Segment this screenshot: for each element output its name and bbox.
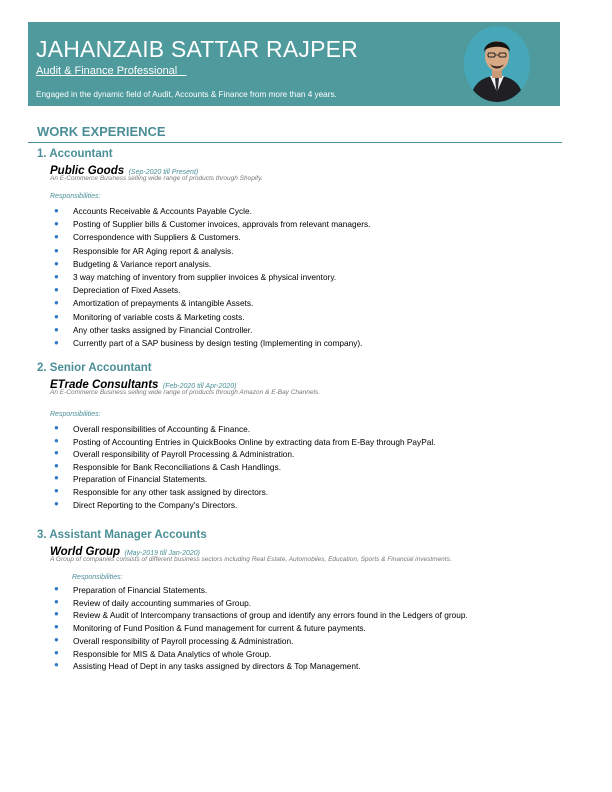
bullet-icon: ● [54, 647, 59, 657]
list-item: ● Any other tasks assigned by Financial Controller. [54, 324, 253, 335]
list-item: ● Overall responsibilities of Accounting & Finance. [54, 423, 251, 434]
bullet-icon: ● [54, 338, 59, 348]
list-item: ● Currently part of a SAP business by design testing (Implementing in company). [54, 338, 363, 349]
bullet-icon: ● [54, 272, 59, 282]
company-description: An E-Commerce Business selling wide range of products through Amazon & E-Bay Channels. [50, 389, 321, 396]
bullet-icon: ● [54, 285, 59, 295]
list-item: ● 3 way matching of inventory from supplier invoices & physical inventory. [54, 272, 337, 283]
list-item: ● Overall responsibility of Payroll Processing & Administration. [54, 448, 295, 460]
bullet-icon: ● [54, 448, 59, 458]
list-item: ● Responsible for Bank Reconciliations & Cash Handlings. [54, 460, 281, 472]
section-heading-work-experience: WORK EXPERIENCE [37, 124, 166, 139]
bullet-icon: ● [54, 634, 59, 644]
responsibilities-list [50, 584, 468, 673]
list-item: ● Monitoring of Fund Position & Fund management for current & future payments. [54, 622, 366, 634]
list-item: ● Preparation of Financial Statements. [54, 584, 208, 595]
bullet-icon: ● [54, 609, 59, 619]
bullet-icon: ● [54, 485, 59, 495]
bullet-icon: ● [54, 584, 59, 593]
employment-dates: (Feb-2020 till Apr-2020) [162, 383, 237, 390]
bullet-icon: ● [54, 245, 59, 255]
resume-header [28, 22, 560, 106]
bullet-icon: ● [54, 498, 59, 508]
job-title: 2. Senior Accountant [37, 362, 152, 374]
list-item: ● Responsible for any other task assigned by directors. [54, 485, 269, 497]
candidate-name: JAHANZAIB SATTAR RAJPER [36, 36, 358, 62]
list-item: ● Review & Audit of Intercompany transactions of group and identify any errors found in the Ledgers of group. [54, 609, 468, 621]
employment-dates: (Sep-2020 till Present) [128, 169, 199, 176]
company-name: World Group [50, 546, 121, 558]
bullet-icon: ● [54, 298, 59, 308]
responsibilities-list [50, 205, 370, 350]
bullet-icon: ● [54, 622, 59, 632]
responsibilities-label: Responsibilities: [50, 193, 101, 200]
list-item: ● Assisting Head of Dept in any tasks assigned by directors & Top Management. [54, 660, 361, 672]
responsibilities-label: Responsibilities: [72, 574, 123, 581]
employment-dates: (May-2019 till Jan-2020) [124, 550, 200, 557]
list-item: ● Preparation of Financial Statements. [54, 473, 208, 485]
bullet-icon: ● [54, 435, 59, 445]
job-title: 1. Accountant [37, 148, 113, 160]
bullet-icon: ● [54, 311, 59, 321]
list-item: ● Responsible for MIS & Data Analytics of whole Group. [54, 647, 272, 659]
bullet-icon: ● [54, 206, 59, 215]
list-item: ● Posting of Supplier bills & Customer invoices, approvals from relevant managers. [54, 219, 371, 230]
list-item: ● Accounts Receivable & Accounts Payable Cycle. [54, 206, 252, 216]
list-item: ● Responsible for AR Aging report & analysis. [54, 245, 234, 256]
profile-photo [464, 26, 530, 102]
bullet-icon: ● [54, 324, 59, 334]
company-description: A Group of companies consists of different business sectors including Real Estate, Automobiles, Education, Sports & Financial investments. [50, 556, 452, 563]
bullet-icon: ● [54, 219, 59, 229]
company-description: An E-Commerce Business selling wide range of products through Shopify. [50, 175, 263, 182]
career-summary: Engaged in the dynamic field of Audit, Accounts & Finance from more than 4 years. [36, 90, 337, 99]
company-name: ETrade Consultants [50, 379, 159, 391]
candidate-title: Audit & Finance Professional [36, 65, 187, 77]
list-item: ● Direct Reporting to the Company's Directors. [54, 498, 238, 510]
list-item: ● Amortization of prepayments & intangible Assets. [54, 298, 254, 309]
list-item: ● Overall responsibility of Payroll processing & Administration. [54, 634, 294, 646]
company-name: Public Goods [50, 165, 125, 177]
list-item: ● Depreciation of Fixed Assets. [54, 285, 181, 296]
bullet-icon: ● [54, 423, 59, 432]
list-item: ● Monitoring of variable costs & Marketing costs. [54, 311, 245, 322]
section-divider [28, 142, 562, 143]
bullet-icon: ● [54, 460, 59, 470]
bullet-icon: ● [54, 596, 59, 606]
bullet-icon: ● [54, 258, 59, 268]
responsibilities-list [50, 423, 436, 511]
bullet-icon: ● [54, 660, 59, 670]
portrait-image [464, 26, 530, 102]
bullet-icon: ● [54, 473, 59, 483]
bullet-icon: ● [54, 232, 59, 242]
job-title: 3. Assistant Manager Accounts [37, 529, 207, 541]
list-item: ● Posting of Accounting Entries in QuickBooks Online by extracting data from E-Bay through PayPal. [54, 435, 436, 447]
responsibilities-label: Responsibilities: [50, 411, 101, 418]
list-item: ● Budgeting & Variance report analysis. [54, 258, 212, 269]
list-item: ● Correspondence with Suppliers & Customers. [54, 232, 241, 243]
list-item: ● Review of daily accounting summaries of Group. [54, 596, 252, 608]
